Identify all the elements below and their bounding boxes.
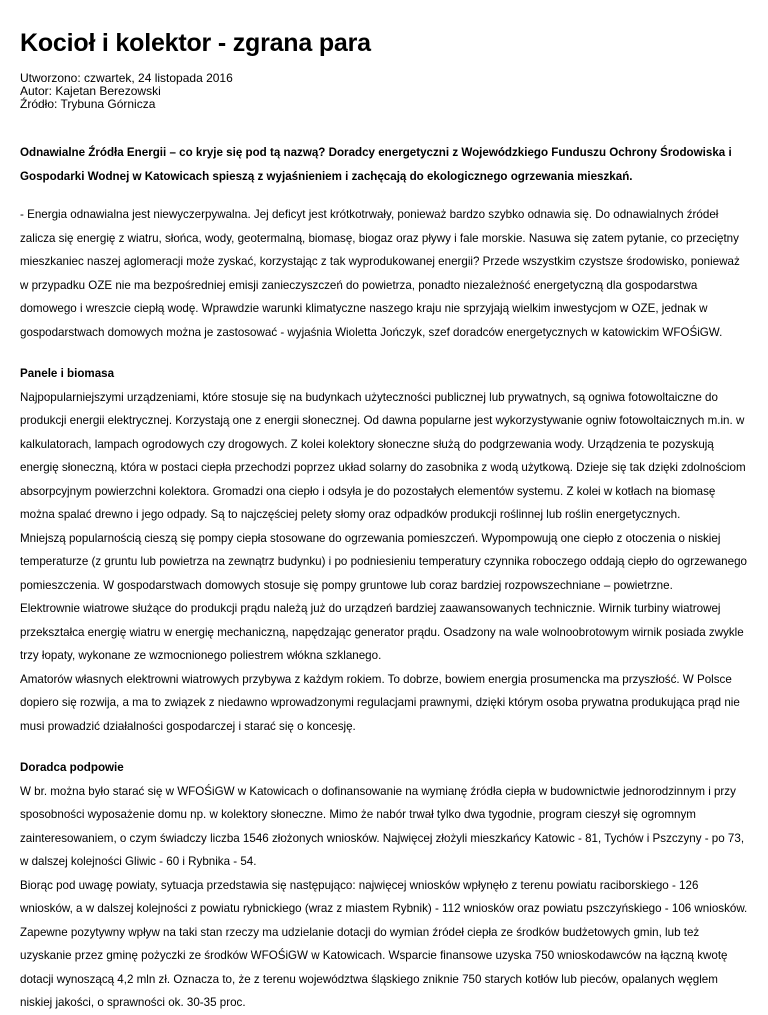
article-title: Kocioł i kolektor - zgrana para xyxy=(20,29,371,57)
intro-block xyxy=(20,203,748,344)
article-meta xyxy=(20,72,748,111)
paragraph: Biorąc pod uwagę powiaty, sytuacja przedstawia się następująco: najwięcej wniosków wpłynęło z terenu powiatu raciborskiego - 126 wniosków, a w dalszej kolejności z powiatu rybnickiego (wraz z miastem Rybnik) - 112 wniosków oraz powiatu pszczyńskiego - 106 wniosków. Zapewne pozytywny wpływ na taki stan rzeczy ma udzielanie dotacji do wymian źródeł ciepła ze środków budżetowych gmin, lub też uzyskanie przez gminę pożyczki ze środków WFOŚiGW w Katowicach. Wsparcie finansowe uzyska 750 wnioskodawców na łączną kwotę dotacji wynoszącą 4,2 mln zł. Oznacza to, że z terenu województwa śląskiego zniknie 750 starych kotłów lub pieców, opalanych węglem niskiej jakości, o sprawności ok. 30-35 proc. xyxy=(20,878,748,1009)
section-advisor xyxy=(20,756,748,1015)
paragraph: W br. można było starać się w WFOŚiGW w Katowicach o dofinansowanie na wymianę źródła ciepła w budownictwie jednorodzinnym i przy sposobności wyposażenie domu np. w kolektory słoneczne. Mimo że nabór trwał tylko dwa tygodnie, program cieszył się ogromnym zainteresowaniem, o czym świadczy liczba 1546 złożonych wniosków. Najwięcej złożyli mieszkańcy Katowic - 81, Tychów i Pszczyny - po 73, w dalszej kolejności Gliwic - 60 i Rybnika - 54. xyxy=(20,784,745,868)
created-date: Utworzono: czwartek, 24 listopada 2016 xyxy=(20,71,233,85)
paragraph: Elektrownie wiatrowe służące do produkcji prądu należą już do urządzeń bardziej zaawansowanych technicznie. Wirnik turbiny wiatrowej przekształca energię wiatru w energię mechaniczną, napędzając generator prądu. Osadzony na wale wolnoobrotowym wirnik posiada zwykle trzy łopaty, wykonane ze wzmocnionego poliestrem włókna szklanego. xyxy=(20,602,744,662)
paragraph: Amatorów własnych elektrowni wiatrowych przybywa z każdym rokiem. To dobrze, bowiem energia prosumencka ma przyszłość. W Polsce dopiero się rozwija, a ma to związek z niedawno wprowadzonymi regulacjami prawnymi, dzięki którym osoba prywatna produkująca prąd nie musi prowadzić działalności gospodarczej i starać się o koncesję. xyxy=(20,672,740,733)
source: Źródło: Trybuna Górnicza xyxy=(20,97,156,111)
paragraph: Mniejszą popularnością cieszą się pompy ciepła stosowane do ogrzewania pomieszczeń. Wypompowują one ciepło z otoczenia o niskiej temperaturze (z gruntu lub powietrza na zewnątrz budynku) i po podniesieniu temperatury czynnika roboczego oddają ciepło do ogrzewanego pomieszczenia. W gospodarstwach domowych stosuje się pompy gruntowe lub coraz bardziej rozpowszechniane – powietrzne. xyxy=(20,531,747,592)
intro-paragraph: - Energia odnawialna jest niewyczerpywalna. Jej deficyt jest krótkotrwały, ponieważ bardzo szybko odnawia się. Do odnawialnych źródeł zalicza się energię z wiatru, słońca, wody, geotermalną, biomasę, biogaz oraz pływy i fale morskie. Nasuwa się zatem pytanie, co przeciętny mieszkaniec naszej aglomeracji może zyskać, korzystając z tak wyprodukowanej energii? Przede wszystkim czystsze środowisko, ponieważ w przypadku OZE nie ma bezpośredniej emisji zanieczyszczeń do powietrza, ponadto niezależność energetyczną dla gospodarstwa domowego i wreszcie ciepłą wodę. Wprawdzie warunki klimatyczne naszego kraju nie sprzyjają wielkim inwestycjom w OZE, jednak w gospodarstwach domowych można je zastosować - wyjaśnia Wioletta Jończyk, szef doradców energetycznych w katowickim WFOŚiGW. xyxy=(20,208,740,339)
author: Autor: Kajetan Berezowski xyxy=(20,84,161,98)
article-lead: Odnawialne Źródła Energii – co kryje się pod tą nazwą? Doradcy energetyczni z Wojewódzkiego Funduszu Ochrony Środowiska i Gospodarki Wodnej w Katowicach spieszą z wyjaśnieniem i zachęcają do ekologicznego ogrzewania mieszkań. xyxy=(20,146,732,183)
paragraph: Najpopularniejszymi urządzeniami, które stosuje się na budynkach użyteczności publicznej lub prywatnych, są ogniwa fotowoltaiczne do produkcji energii elektrycznej. Korzystają one z energii słonecznej. Od dawna popularne jest wykorzystywanie ogniw fotowoltaicznych m.in. w kalkulatorach, lampach ogrodowych czy drogowych. Z kolei kolektory słoneczne służą do podgrzewania wody. Urządzenia te pozyskują energię słoneczną, która w postaci ciepła przechodzi poprzez układ solarny do zasobnika z wodą użytkową. Dzieje się tak dzięki zdolnościom absorpcyjnym powierzchni kolektora. Gromadzi ona ciepło i odsyła je do pozostałych elementów systemu. Z kolei w kotłach na biomasę można spalać drewno i jego odpady. Są to najczęściej pelety słomy oraz odpadków produkcji roślinnej lub roślin energetycznych. xyxy=(20,390,746,521)
section-heading: Doradca podpowie xyxy=(20,761,124,774)
section-heading: Panele i biomasa xyxy=(20,367,115,380)
section-panels-biomass xyxy=(20,362,748,738)
